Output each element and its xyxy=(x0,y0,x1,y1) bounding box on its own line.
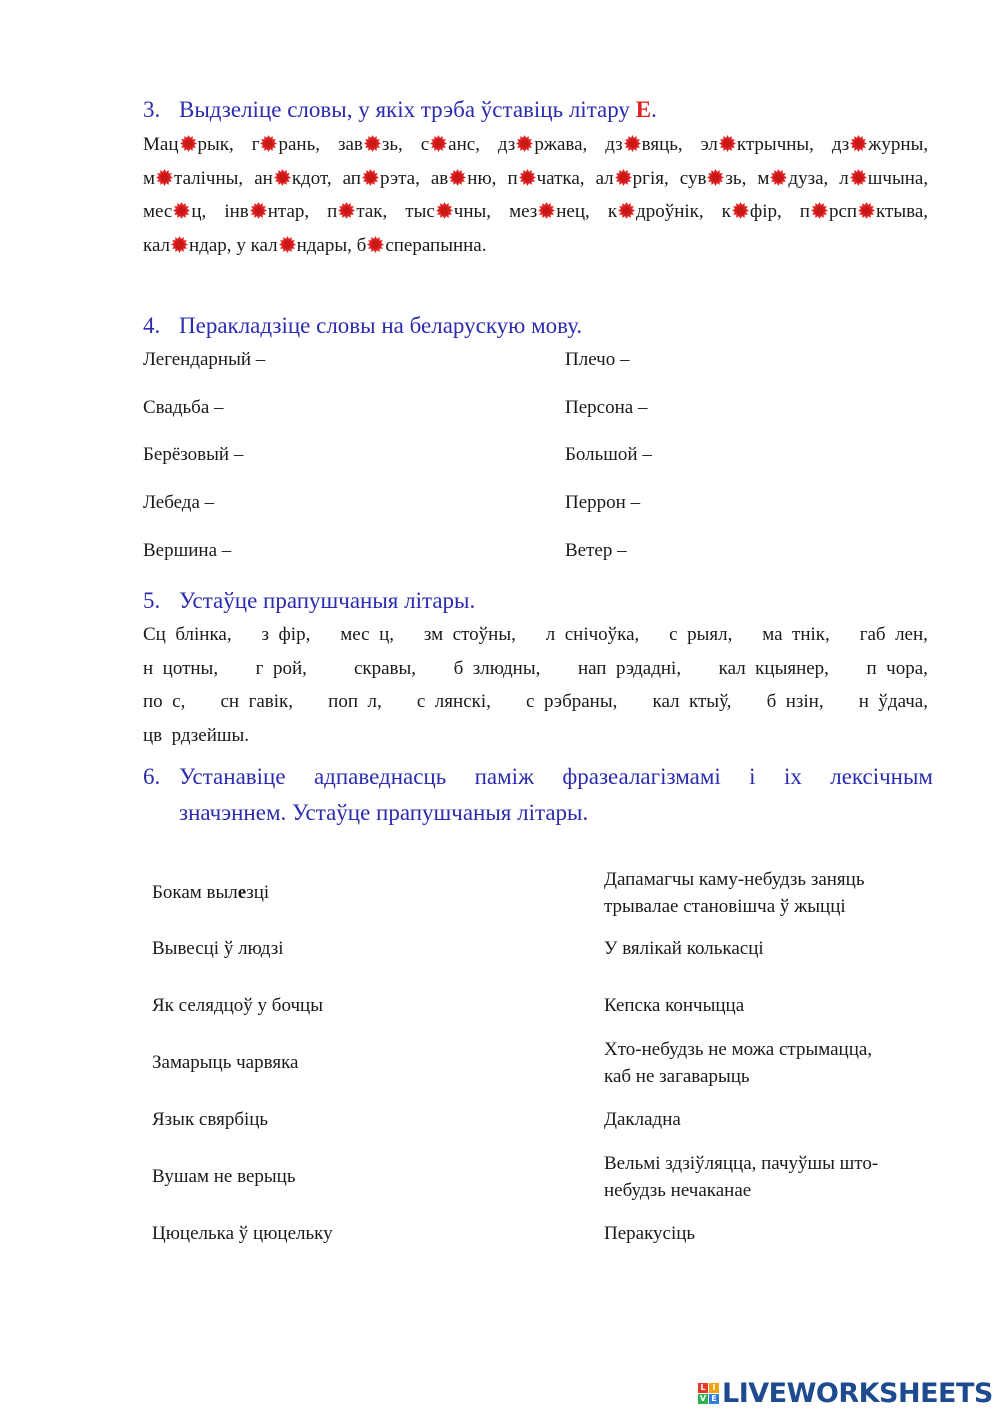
task5-word: с лянскі, xyxy=(416,691,491,712)
task3-word-part: вяць, xyxy=(641,134,683,155)
task5-word: Сц блінка, xyxy=(143,624,232,645)
task3-word-part: ргія, xyxy=(632,167,669,189)
task3-word xyxy=(338,134,403,155)
task5-word: нап рэдадні, xyxy=(577,657,682,679)
task3-word xyxy=(498,134,587,155)
task3-word xyxy=(327,201,387,222)
task3-word xyxy=(596,168,669,189)
task5-number: 5. xyxy=(143,588,161,613)
task5-line xyxy=(143,618,928,652)
phrase-item: Цюцелька ў цюцельку xyxy=(152,1223,333,1244)
translate-word-2: Свадьба – xyxy=(143,397,224,418)
task3-word xyxy=(357,235,487,256)
task3-word-part: сперапынна. xyxy=(385,234,487,256)
red-blot-icon xyxy=(538,202,555,219)
task3-word-part: п xyxy=(799,201,810,222)
task3-word-part: інв xyxy=(224,201,249,222)
task3-letter: Е xyxy=(635,97,652,122)
red-blot-icon xyxy=(719,135,736,152)
task4-number: 4. xyxy=(143,313,161,338)
translate-word-6: Плечо – xyxy=(565,349,630,370)
task3-word xyxy=(254,168,331,189)
task3-word xyxy=(405,201,491,222)
task3-word xyxy=(421,134,480,155)
translate-word-7: Персона – xyxy=(565,397,648,418)
task3-word-part: п xyxy=(507,167,518,189)
task3-word-part: зь, xyxy=(381,134,403,155)
task3-word-part: рэта, xyxy=(379,167,420,189)
task3-word xyxy=(143,134,234,155)
task3-word xyxy=(605,134,682,155)
task4-title: Перакладзіце словы на беларускую мову. xyxy=(179,313,583,338)
task3-word-part: ндар, xyxy=(189,234,232,256)
task6-title-line1: Устанавіце адпаведнасць паміж фразеалагізмамі і іх лексічным xyxy=(179,764,933,789)
task3-word xyxy=(757,168,828,189)
task4-heading xyxy=(143,308,933,344)
task3-word-list xyxy=(143,128,928,262)
translate-word-1: Легендарный – xyxy=(143,349,266,370)
task3-word xyxy=(252,134,320,155)
task3-title: Выдзеліце словы, у якіх трэба ўставіць літару xyxy=(179,97,630,122)
task3-word-part: ап xyxy=(342,167,361,189)
red-blot-icon xyxy=(367,236,384,253)
task3-word-part: кал xyxy=(143,234,171,256)
phrase-item: Вывесці ў людзі xyxy=(152,938,284,959)
phrase-item: Бокам вылезці xyxy=(152,882,270,903)
task3-word xyxy=(431,168,497,189)
meaning-item: Вельмі здзіўляцца, пачуўшы што- небудзь нечаканае xyxy=(604,1153,879,1201)
task3-word-part: л xyxy=(839,167,849,189)
task3-word-part: чатка, xyxy=(536,167,585,189)
task3-word-part: рсп xyxy=(828,201,858,222)
task3-word xyxy=(143,235,232,256)
task3-word-part: п xyxy=(327,201,338,222)
task5-heading xyxy=(143,583,933,619)
task3-word-part: мес xyxy=(143,201,173,222)
red-blot-icon xyxy=(156,169,173,186)
task3-word-part: рык, xyxy=(197,134,234,155)
task3-word-part: б xyxy=(356,234,367,256)
task3-word-part: г xyxy=(251,134,260,155)
task3-word-part: ржава, xyxy=(534,134,588,155)
phrase-item: Вушам не верыць xyxy=(152,1166,296,1187)
task3-word-part: фір, xyxy=(749,201,782,222)
red-blot-icon xyxy=(430,135,447,152)
task3-word xyxy=(509,201,590,222)
translate-word-4: Лебеда – xyxy=(143,492,215,513)
task5-word: кал ктыў, xyxy=(652,691,732,712)
task3-word-part: ал xyxy=(595,167,614,189)
task5-word: скравы, xyxy=(344,657,417,679)
task3-word-part: рань, xyxy=(278,134,321,155)
task3-word xyxy=(143,168,243,189)
translate-word-8: Большой – xyxy=(565,444,652,465)
red-blot-icon xyxy=(171,236,188,253)
task5-word-list xyxy=(143,618,928,752)
task3-word-part: кдот, xyxy=(291,167,332,189)
meaning-item: Дапамагчы каму-небудзь заняць трывалае становішча ў жыцці xyxy=(604,869,865,917)
translate-word-9: Перрон – xyxy=(565,492,641,513)
meaning-item: Хто-небудзь не можа стрымацца, каб не загаварыць xyxy=(604,1039,873,1087)
red-blot-icon xyxy=(364,135,381,152)
task3-word-part: дз xyxy=(831,134,850,155)
task5-line xyxy=(143,719,928,753)
task3-word-part: эл xyxy=(700,134,718,155)
red-blot-icon xyxy=(362,169,379,186)
task6-number: 6. xyxy=(143,764,161,789)
red-blot-icon xyxy=(624,135,641,152)
task5-word: мес ц, xyxy=(340,624,395,645)
task5-word: цв рдзейшы. xyxy=(143,724,250,746)
task5-word: п чора, xyxy=(866,657,928,679)
task5-word: з фір, xyxy=(261,624,311,645)
task3-word-part: нец, xyxy=(556,201,590,222)
task5-word: кал кцыянер, xyxy=(718,657,829,679)
red-blot-icon xyxy=(436,202,453,219)
task5-word: л снічоўка, xyxy=(545,624,640,645)
red-blot-icon xyxy=(519,169,536,186)
task5-line xyxy=(143,652,928,686)
meaning-item: Перакусіць xyxy=(604,1223,696,1244)
task3-word-part: журны, xyxy=(868,134,929,155)
task3-word-part: с xyxy=(420,134,430,155)
task5-word: по с, xyxy=(143,691,186,712)
red-blot-icon xyxy=(618,202,635,219)
task3-word-part: ц, xyxy=(191,201,207,222)
phrase-item: Замарыць чарвяка xyxy=(152,1052,299,1073)
meaning-item: Кепска кончыцца xyxy=(604,995,745,1016)
task3-word xyxy=(701,134,814,155)
meaning-item: Дакладна xyxy=(604,1109,681,1130)
task3-word xyxy=(236,235,352,256)
red-blot-icon xyxy=(850,135,867,152)
task5-word: зм стоўны, xyxy=(423,624,516,645)
task3-word-part: дз xyxy=(605,134,623,155)
task3-word-part: м xyxy=(757,167,770,189)
task3-word-part: зь, xyxy=(725,167,747,189)
task5-word: с рыял, xyxy=(669,624,733,645)
translate-word-5: Вершина – xyxy=(143,540,232,561)
task3-heading: 3. Выдзеліце словы, у якіх трэба ўставіць літару Е. xyxy=(143,92,933,128)
task5-word: н ўдача, xyxy=(858,691,928,712)
task3-word xyxy=(143,201,206,222)
task5-word: б злюдны, xyxy=(453,657,541,679)
red-blot-icon xyxy=(850,169,867,186)
red-blot-icon xyxy=(260,135,277,152)
red-blot-icon xyxy=(615,169,632,186)
task5-word: г рой, xyxy=(255,657,307,679)
task5-word: н цотны, xyxy=(143,657,219,679)
task3-word xyxy=(680,168,747,189)
task3-word-part: зав xyxy=(337,134,363,155)
task3-word-part: чны, xyxy=(453,201,492,222)
task3-word-part: м xyxy=(143,167,156,189)
task6-heading-line2: значэннем. Устаўце прапушчаныя літары. xyxy=(179,800,589,825)
task3-word-part: ню, xyxy=(467,167,497,189)
red-blot-icon xyxy=(338,202,355,219)
task3-word xyxy=(343,168,420,189)
task3-word xyxy=(608,201,704,222)
task3-word-part: нтар, xyxy=(267,201,310,222)
task3-word-part: к xyxy=(607,201,618,222)
task3-word-part: ан xyxy=(254,167,273,189)
red-blot-icon xyxy=(707,169,724,186)
task3-word-part: дроўнік, xyxy=(636,201,704,222)
translate-word-10: Ветер – xyxy=(565,540,627,561)
task3-word xyxy=(224,201,309,222)
task3-number: 3. xyxy=(143,97,161,122)
task5-word: сн гавік, xyxy=(220,691,294,712)
task3-word-part: талічны, xyxy=(174,167,244,189)
task3-word-part: шчына, xyxy=(867,167,929,189)
red-blot-icon xyxy=(250,202,267,219)
red-blot-icon xyxy=(858,202,875,219)
task5-line xyxy=(143,685,928,719)
task5-title: Устаўце прапушчаныя літары. xyxy=(179,588,476,613)
task5-word: габ лен, xyxy=(859,624,928,645)
task3-word-part: ктыва, xyxy=(876,201,928,222)
red-blot-icon xyxy=(449,169,466,186)
logo-icon: L I V E xyxy=(698,1383,719,1404)
task3-word-part: дз xyxy=(497,134,516,155)
task5-word: ма тнік, xyxy=(762,624,830,645)
red-blot-icon xyxy=(279,236,296,253)
phrase-item: Язык свярбіць xyxy=(152,1109,269,1130)
task3-word-part: ав xyxy=(430,167,449,189)
red-blot-icon xyxy=(516,135,533,152)
task3-word-part: ктрычны, xyxy=(736,134,814,155)
task3-word-part: у кал xyxy=(236,234,278,256)
red-blot-icon xyxy=(732,202,749,219)
red-blot-icon xyxy=(173,202,190,219)
translate-word-3: Берёзовый – xyxy=(143,444,244,465)
task3-word-part: Мац xyxy=(143,134,179,155)
red-blot-icon xyxy=(274,169,291,186)
task3-word xyxy=(800,201,928,222)
task3-word-part: тыс xyxy=(405,201,435,222)
liveworksheets-logo xyxy=(698,1376,993,1410)
task6-heading-line1 xyxy=(143,759,933,795)
task3-word-part: мез xyxy=(509,201,538,222)
task3-word xyxy=(832,134,928,155)
task3-word-part: к xyxy=(721,201,731,222)
task3-word-part: дуза, xyxy=(788,167,829,189)
logo-text: LIVEWORKSHEETS xyxy=(722,1377,993,1409)
task3-word xyxy=(722,201,782,222)
phrase-item: Як селядцоў у бочцы xyxy=(152,995,323,1016)
task3-word-part: так, xyxy=(356,201,388,222)
task5-word: поп л, xyxy=(328,691,382,712)
red-blot-icon xyxy=(770,169,787,186)
task3-word xyxy=(839,168,928,189)
task3-word-part: сув xyxy=(679,167,707,189)
red-blot-icon xyxy=(180,135,197,152)
meaning-item: У вялікай колькасці xyxy=(604,938,764,959)
task5-word: с рэбраны, xyxy=(526,691,618,712)
task3-word-part: ндары, xyxy=(296,234,352,256)
task5-word: б нзін, xyxy=(766,691,824,712)
task3-word xyxy=(507,168,584,189)
red-blot-icon xyxy=(811,202,828,219)
task3-word-part: анс, xyxy=(448,134,480,155)
